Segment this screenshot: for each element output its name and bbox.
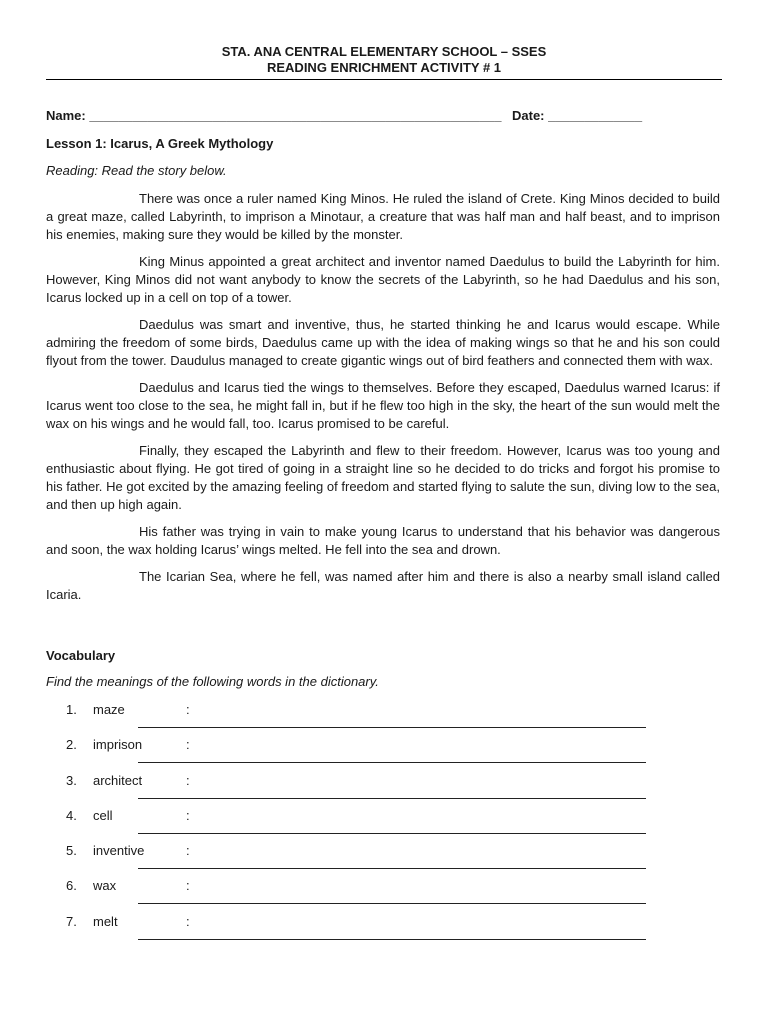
vocab-colon: : — [186, 878, 190, 894]
answer-line — [138, 727, 646, 728]
name-field: Name: _________________________________________________________ — [46, 108, 502, 123]
vocabulary-instruction: Find the meanings of the following words in the dictionary. — [46, 674, 379, 689]
answer-line — [138, 903, 646, 904]
vocab-word: imprison — [93, 737, 143, 753]
document-header — [46, 44, 722, 76]
story-paragraph: King Minus appointed a great architect and inventor named Daedulus to build the Labyrinth for him. However, King Minos did not want anybody to know the secrets of the Labyrinth, so he had Daedulus and his son, Icarus locked up in a cell on top of a tower. — [46, 254, 720, 305]
vocab-item-inventive — [46, 843, 666, 878]
vocab-item-maze — [46, 702, 666, 737]
vocab-number: 1. — [66, 702, 77, 717]
vocab-item-imprison — [46, 737, 666, 772]
vocabulary-title: Vocabulary — [46, 648, 116, 663]
story-paragraph: Daedulus and Icarus tied the wings to themselves. Before they escaped, Daedulus warned Icarus: if Icarus went too close to the sea, he might fall in, but if he flew too high in the sky, the heart of the sun would melt the wax on his wings and he would fall, too. Icarus promised to be careful. — [46, 380, 720, 431]
vocab-item-cell — [46, 808, 666, 843]
story-paragraph: Daedulus was smart and inventive, thus, he started thinking he and Icarus would escape. While admiring the freedom of some birds, Daedulus came up with the idea of making wings so that he and his son could flyout from the tower. Daudulus managed to create gigantic wings out of bird feathers and connected them with wax. — [46, 317, 720, 368]
story-body — [46, 190, 720, 613]
vocab-item-melt — [46, 914, 666, 949]
vocab-number: 7. — [66, 913, 77, 929]
vocab-word: wax — [93, 878, 117, 894]
vocab-number: 4. — [66, 807, 77, 823]
story-paragraph: There was once a ruler named King Minos. He ruled the island of Crete. King Minos decided to build a great maze, called Labyrinth, to imprison a Minotaur, a creature that was half man and half beast, and to imprison his enemies, making sure they would be killed by the monster. — [46, 191, 720, 242]
vocab-word: architect — [93, 772, 143, 788]
vocab-colon: : — [186, 737, 190, 753]
story-paragraph: The Icarian Sea, where he fell, was named after him and there is also a nearby small island called Icaria. — [46, 569, 720, 602]
vocab-colon: : — [186, 702, 190, 717]
answer-line — [138, 833, 646, 834]
vocab-colon: : — [186, 772, 190, 788]
vocab-number: 6. — [66, 878, 77, 894]
story-paragraph: Finally, they escaped the Labyrinth and flew to their freedom. However, Icarus was too young and enthusiastic about flying. He got tired of going in a straight line so he decided to do tricks and forgot his promise to his father. He got excited by the amazing feeling of freedom and started flying to salute the sun, diving low to the sea, and then up high again. — [46, 443, 720, 512]
story-paragraph: His father was trying in vain to make young Icarus to understand that his behavior was dangerous and soon, the wax holding Icarus’ wings melted. He fell into the sea and drown. — [46, 524, 720, 557]
activity-title: READING ENRICHMENT ACTIVITY # 1 — [266, 60, 502, 75]
date-field: Date: _____________ — [512, 108, 643, 123]
vocab-item-wax — [46, 878, 666, 913]
vocab-item-architect — [46, 773, 666, 808]
vocab-colon: : — [186, 807, 190, 823]
header-divider — [46, 79, 722, 80]
vocabulary-list — [46, 702, 666, 949]
vocab-number: 2. — [66, 737, 77, 753]
answer-line — [138, 939, 646, 940]
answer-line — [138, 798, 646, 799]
vocab-colon: : — [186, 843, 190, 859]
school-name: STA. ANA CENTRAL ELEMENTARY SCHOOL – SSES — [221, 44, 547, 59]
lesson-title: Lesson 1: Icarus, A Greek Mythology — [46, 136, 274, 151]
reading-instruction: Reading: Read the story below. — [46, 163, 227, 178]
answer-line — [138, 868, 646, 869]
vocab-number: 5. — [66, 843, 77, 859]
vocab-colon: : — [186, 913, 190, 929]
answer-line — [138, 762, 646, 763]
vocab-word: melt — [93, 913, 118, 929]
vocab-word: inventive — [93, 843, 145, 859]
vocab-word: cell — [93, 807, 113, 823]
vocab-number: 3. — [66, 772, 77, 788]
vocab-word: maze — [93, 702, 125, 717]
